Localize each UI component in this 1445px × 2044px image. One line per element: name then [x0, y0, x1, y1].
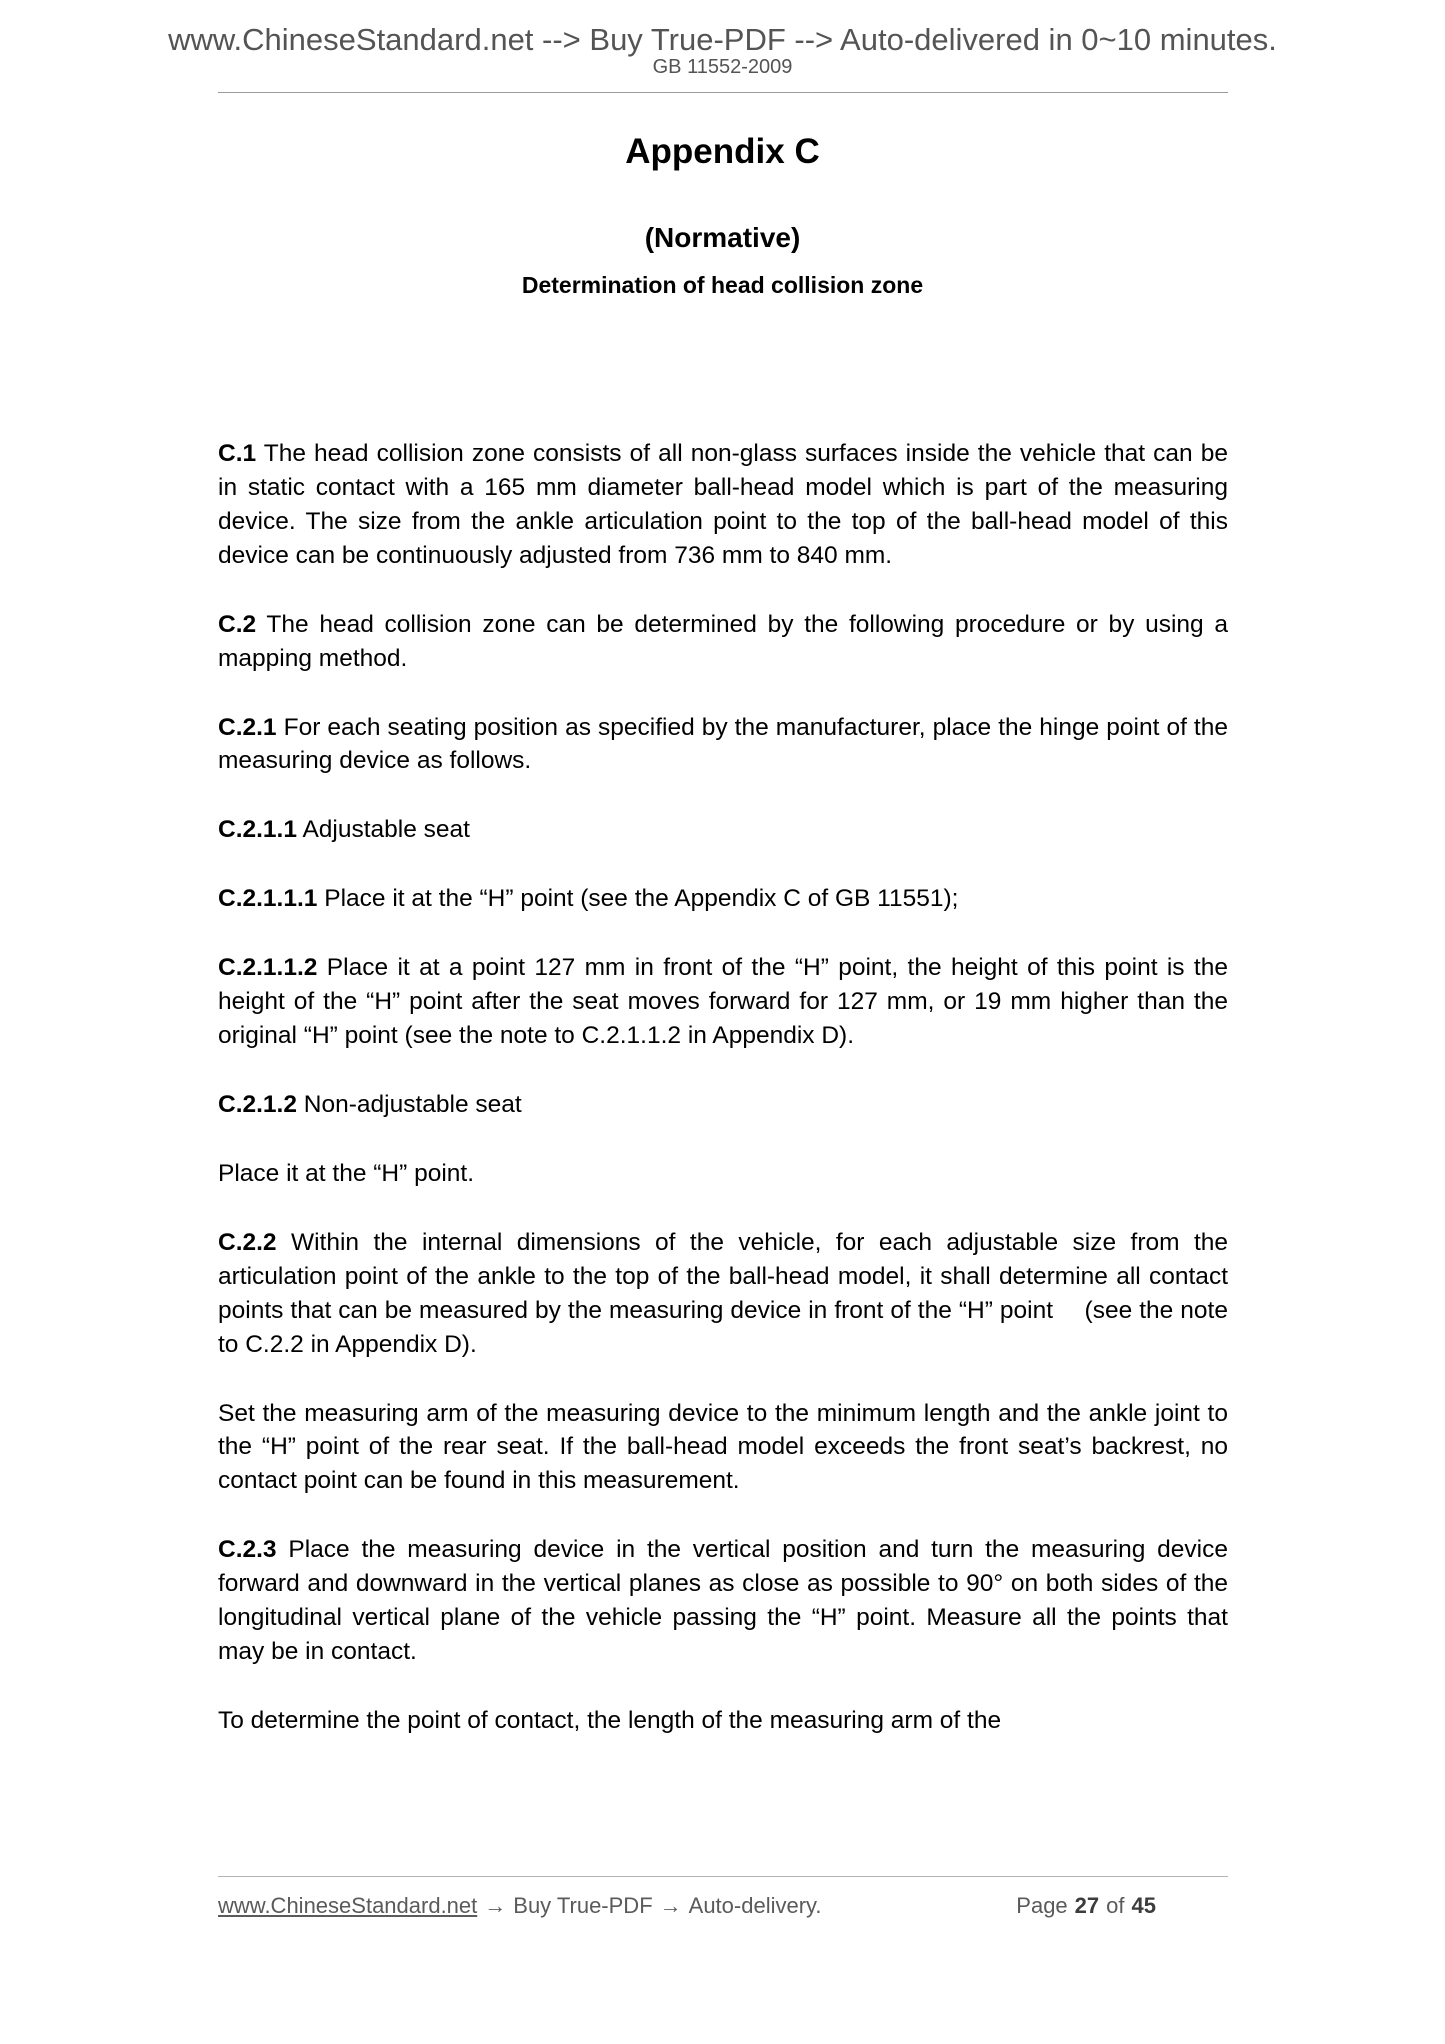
arrow-right-icon: →	[484, 1893, 507, 1918]
paragraph-c2111	[218, 882, 1228, 916]
paragraph-label: C.2	[218, 610, 257, 638]
paragraph-c23	[218, 1533, 1228, 1669]
paragraph-label: C.2.3	[218, 1536, 277, 1564]
promo-header-text: www.ChineseStandard.net --> Buy True-PDF --> Auto-delivered in 0~10 minutes.	[168, 22, 1277, 57]
footer-site-link[interactable]: www.ChineseStandard.net	[218, 1893, 478, 1918]
paragraph-text: Non-adjustable seat	[297, 1090, 522, 1118]
of-word: of	[1106, 1893, 1125, 1918]
page-word: Page	[1016, 1893, 1068, 1918]
promo-header	[0, 24, 1445, 57]
subject-title: Determination of head collision zone	[521, 271, 924, 298]
page-indicator	[1016, 1893, 1156, 1919]
document-code: GB 11552-2009	[652, 56, 793, 78]
paragraph-text: To determine the point of contact, the length of the measuring arm of the	[218, 1706, 1002, 1734]
title-block	[0, 130, 1445, 300]
paragraph-text: Place it at the “H” point (see the Appendix C of GB 11551);	[317, 885, 959, 913]
paragraph-place-h-point	[218, 1157, 1228, 1191]
header-divider	[218, 92, 1228, 93]
footer-divider	[218, 1876, 1228, 1877]
paragraph-text: For each seating position as specified by the manufacturer, place the hinge point of the measuring device as follows.	[218, 713, 1228, 775]
paragraph-label: C.2.1.1.1	[218, 885, 318, 913]
page-total: 45	[1131, 1893, 1156, 1918]
normative-title: (Normative)	[644, 221, 801, 253]
arrow-right-icon: →	[659, 1893, 682, 1918]
paragraph-text: The head collision zone can be determined by the following procedure or by using a mapping method.	[218, 610, 1228, 672]
paragraph-text: Set the measuring arm of the measuring device to the minimum length and the ankle joint to the “H” point of the rear seat. If the ball-head model exceeds the front seat’s backrest, no contact point can be found in this measurement.	[218, 1399, 1228, 1495]
paragraph-text: Within the internal dimensions of the vehicle, for each adjustable size from the articulation point of the ankle to the top of the ball-head model, it shall determine all contact points that can be measured by the measuring device in front of the “H” point (see the note to C.2.2 in Appendix D).	[218, 1228, 1228, 1358]
paragraph-c212	[218, 1088, 1228, 1122]
paragraph-c2112	[218, 951, 1228, 1053]
footer-buy-label: Buy True-PDF	[513, 1893, 653, 1918]
paragraph-text: The head collision zone consists of all non-glass surfaces inside the vehicle that can be in static contact with a 165 mm diameter ball-head model which is part of the measuring device. The size from the ankle articulation point to the top of the ball-head model of this device can be continuously adjusted from 736 mm to 840 mm.	[218, 440, 1228, 569]
paragraph-c1	[218, 437, 1228, 573]
paragraph-c211	[218, 813, 1228, 847]
paragraph-contact-point-continued	[218, 1704, 1228, 1738]
paragraph-c2	[218, 608, 1228, 676]
paragraph-label: C.2.1.1.2	[218, 954, 318, 982]
paragraph-text: Place it at the “H” point.	[218, 1159, 475, 1187]
paragraph-label: C.2.1.1	[218, 816, 297, 844]
footer-promo	[218, 1893, 822, 1919]
paragraph-c22	[218, 1226, 1228, 1362]
body-content	[218, 437, 1228, 1738]
paragraph-c21	[218, 711, 1228, 779]
paragraph-text: Adjustable seat	[297, 816, 470, 844]
footer-delivery-label: Auto-delivery.	[688, 1893, 822, 1918]
paragraph-text: Place it at a point 127 mm in front of the “H” point, the height of this point is the height of the “H” point after the seat moves forward for 127 mm, or 19 mm higher than the original “H” point (see the note to C.2.1.1.2 in Appendix D).	[218, 954, 1228, 1050]
paragraph-label: C.2.1	[218, 713, 277, 741]
page-number: 27	[1074, 1893, 1100, 1918]
paragraph-label: C.2.1.2	[218, 1090, 297, 1118]
paragraph-measuring-arm-setup	[218, 1397, 1228, 1499]
paragraph-label: C.1	[218, 440, 257, 467]
appendix-title: Appendix C	[625, 132, 820, 171]
paragraph-text: Place the measuring device in the vertical position and turn the measuring device forward and downward in the vertical planes as close as possible to 90° on both sides of the longitudinal vertical plane of the vehicle passing the “H” point. Measure all the points that may be in contact.	[218, 1536, 1228, 1666]
page-footer	[218, 1893, 1228, 1933]
paragraph-label: C.2.2	[218, 1228, 277, 1256]
